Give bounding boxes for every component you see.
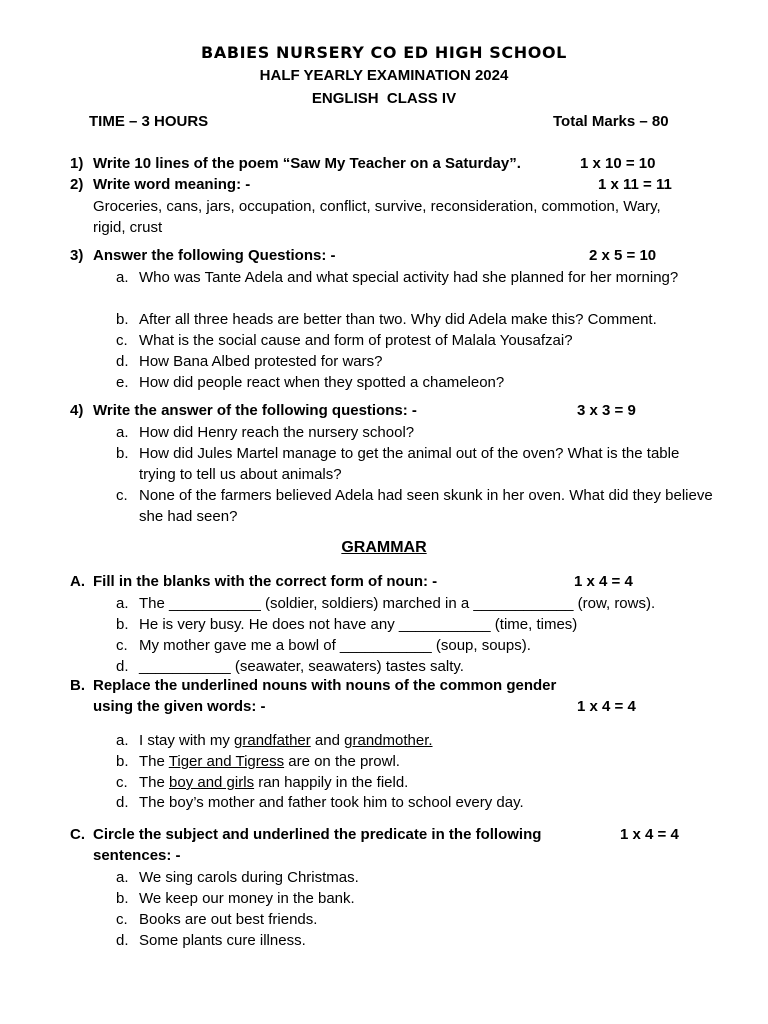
question-text: Write the answer of the following questions: -	[93, 402, 417, 419]
total-marks: Total Marks – 80	[553, 113, 669, 130]
question-text: Answer the following Questions: -	[93, 247, 336, 264]
time-allowed: TIME – 3 HOURS	[89, 113, 209, 130]
question-text: Replace the underlined nouns with nouns of the common gender	[93, 677, 557, 694]
question-number: C.	[70, 826, 85, 843]
question-number: 2)	[70, 176, 84, 193]
question-marks: 2 x 5 = 10	[589, 247, 657, 264]
question-marks: 1 x 4 = 4	[620, 826, 679, 843]
subject-class: ENGLISH CLASS IV	[311, 90, 457, 107]
question-text: Write 10 lines of the poem “Saw My Teacher on a Saturday”.	[93, 155, 521, 172]
section-heading-grammar: GRAMMAR	[341, 539, 427, 556]
question-marks: 1 x 4 = 4	[577, 698, 636, 715]
question-number: A.	[70, 573, 85, 590]
question-marks: 1 x 10 = 10	[580, 155, 656, 172]
question-number: 3)	[70, 247, 84, 264]
question-marks: 1 x 11 = 11	[598, 176, 672, 193]
exam-page: BABIES NURSERY CO ED HIGH SCHOOL HALF YEARLY EXAMINATION 2024 ENGLISH CLASS IV TIME – 3 HOURS Total Marks – 80 1) Write 10 lines of the poem “Saw My Teacher on a Saturday”. 1 x 10 = 10 2) Write word meaning: - 1 x 11 = 11 Groceries, cans, jars, occupation, conflict, survive, reconsideration, commotion, Wary, rigid, crust 3) Answer the following Questions: - 2 x 5 = 10 a. Who was Tante Adela and what special activity had she planned for her morning? b. After all three heads are better than two. Why did Adela make this? Comment. c. What is the social cause and form of protest of Malala Yousafzai? d. How Bana Albed protested for wars? e. How did people react when they spotted a chameleon? 4) Write the answer of the following questions: - 3 x 3 = 9 a. How did Henry reach the nursery school? b. How did Jules Martel manage to get the animal out of the oven? What is the table trying to tell us about animals? c. None of the farmers believed Adela had seen skunk in her oven. What did they believe she had seen? GRAMMAR A. Fill in the blanks with the correct form of noun: - 1 x 4 = 4 a. The ___________ (soldier, soldiers) marched in a ____________ (row, rows). b. He is very busy. He does not have any ___________ (time, times) c. My mother gave me a bowl of ___________ (soup, soups). d. ___________ (seawater, seawaters) tastes salty. B. Replace the underlined nouns with nouns of the common gender using the given words: - 1 x 4 = 4 a. I stay with my grandfather and grandmother. b. The Tiger and Tigress are on the prowl. c. The boy and girls ran happily in the field. d. The boy’s mother and father took him to school every day. C. Circle the subject and underlined the predicate in the following 1 x 4 = 4 sentences: - a. We sing carols during Christmas. b. We keep our money in the bank. c. Books are out best friends. d. Some plants cure illness.	[0, 0, 768, 1024]
word-list: Groceries, cans, jars, occupation, conflict, survive, reconsideration, commotion, Wary, rigid, crust	[93, 198, 661, 236]
question-number: B.	[70, 677, 85, 694]
question-text: Circle the subject and underlined the predicate in the following	[93, 826, 542, 843]
underlined-noun: boy and girls	[169, 774, 255, 791]
question-text-continued: sentences: -	[93, 847, 181, 864]
question-number: 4)	[70, 402, 84, 419]
underlined-noun: grandfather	[234, 732, 311, 749]
question-number: 1)	[70, 155, 84, 172]
question-marks: 3 x 3 = 9	[577, 402, 636, 419]
underlined-noun: Tiger and Tigress	[168, 753, 285, 770]
question-marks: 1 x 4 = 4	[574, 573, 633, 590]
school-name: BABIES NURSERY CO ED HIGH SCHOOL	[201, 43, 567, 62]
underlined-noun: grandmother.	[344, 732, 433, 749]
exam-title: HALF YEARLY EXAMINATION 2024	[259, 67, 509, 84]
question-text-continued: using the given words: -	[93, 698, 266, 715]
question-text: Write word meaning: -	[93, 176, 251, 193]
question-text: Fill in the blanks with the correct form of noun: -	[93, 573, 438, 590]
